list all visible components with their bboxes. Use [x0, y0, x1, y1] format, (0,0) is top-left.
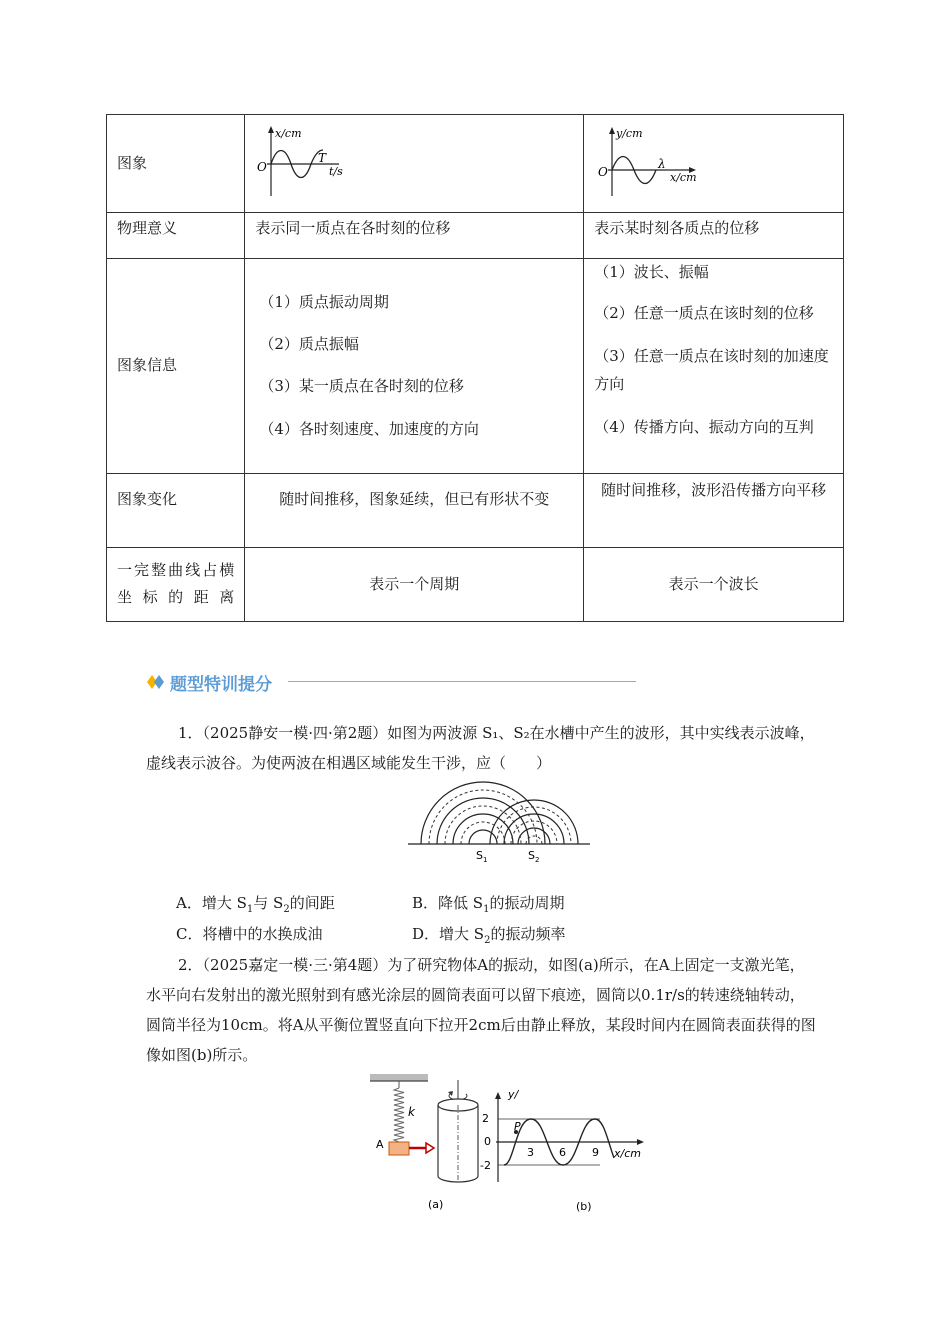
- diamond-icon: [146, 674, 166, 690]
- s2-label: $S_2$: [528, 849, 540, 864]
- wave-meaning: 表示某时刻各质点的位移: [584, 213, 844, 259]
- wave-sources-figure: [406, 780, 592, 866]
- laser-cylinder-figure: [368, 1072, 658, 1218]
- option-b[interactable]: B．降低 $S_1$的振动周期: [412, 894, 565, 915]
- vib-info-item: （2）质点振幅: [259, 335, 359, 354]
- vib-info: [245, 259, 584, 473]
- wave-distance: 表示一个波长: [584, 547, 844, 621]
- vib-ylabel: x/cm: [275, 126, 302, 140]
- wave-graph: [592, 124, 742, 204]
- wave-xlabel: x/cm: [670, 170, 697, 184]
- graph-b-ylabel: y/: [508, 1088, 519, 1101]
- row-label-change: 图象变化: [107, 473, 245, 547]
- vib-info-item: （4）各时刻速度、加速度的方向: [259, 419, 479, 438]
- caption-b: (b): [576, 1200, 592, 1213]
- wave-change: 随时间推移，波形沿传播方向平移: [584, 473, 844, 547]
- wave-ylabel: y/cm: [616, 126, 643, 140]
- row-label-meaning: 物理意义: [107, 213, 245, 259]
- y-tick: -2: [480, 1159, 491, 1172]
- wave-info-item: （3）任意一质点在该时刻的加速度方向: [594, 346, 829, 394]
- s1-label: $S_1$: [476, 849, 488, 864]
- x-tick: 9: [592, 1146, 599, 1159]
- option-a[interactable]: A．增大 $S_1$与 $S_2$的间距: [176, 894, 335, 915]
- vib-distance: 表示一个周期: [245, 547, 584, 621]
- vib-origin: O: [257, 159, 268, 174]
- wave-info-item: （1）波长、振幅: [594, 263, 709, 282]
- point-p-label: P: [514, 1120, 521, 1133]
- section-divider: [288, 681, 636, 682]
- vibration-graph-cell: [245, 115, 584, 213]
- wave-info-item: （2）任意一质点在该时刻的位移: [594, 303, 814, 322]
- y-tick: 0: [484, 1135, 491, 1148]
- block-a-label: A: [376, 1138, 384, 1151]
- wave-info-item: （4）传播方向、振动方向的互判: [594, 417, 814, 436]
- row-label-info: 图象信息: [107, 259, 245, 473]
- question-1-text: 1．（2025静安一模·四·第2题）如图为两波源 S₁、S₂在水槽中产生的波形，其中实线表示波峰，虚线表示波谷。为使两波在相遇区域能发生干涉，应（ ）: [146, 724, 815, 772]
- row-label-graph: 图象: [107, 115, 245, 213]
- y-tick: 2: [482, 1112, 489, 1125]
- x-tick: 3: [527, 1146, 534, 1159]
- option-c[interactable]: C．将槽中的水换成油: [176, 925, 323, 943]
- vib-info-item: （3）某一质点在各时刻的位移: [259, 377, 464, 396]
- x-tick: 6: [559, 1146, 566, 1159]
- wave-graph-cell: [584, 115, 844, 213]
- vibration-graph: [253, 124, 403, 204]
- wave-origin: O: [598, 164, 609, 179]
- vib-period: T: [318, 150, 327, 165]
- vib-meaning: 表示同一质点在各时刻的位移: [245, 213, 584, 259]
- wave-lambda: λ: [658, 156, 666, 171]
- row-label-distance: 一完整曲线占横坐标的距离: [107, 547, 245, 621]
- wave-info: [584, 259, 844, 473]
- spring-k-label: k: [408, 1105, 415, 1119]
- question-2-text: 2．（2025嘉定一模·三·第4题）为了研究物体A的振动，如图(a)所示，在A上固定一支激光笔，水平向右发射出的激光照射到有感光涂层的圆筒表面可以留下痕迹，圆筒以0.1r/s的转速绕轴转动，圆筒半径为10cm。将A从平衡位置竖直向下拉开2cm后由静止释放，某段时间内在圆筒表面获得的图像如图(b)所示。: [146, 956, 816, 1064]
- vib-xlabel: t/s: [329, 164, 344, 178]
- section-title: 题型特训提分: [170, 675, 272, 695]
- section-header: [146, 668, 636, 696]
- vib-change: 随时间推移，图象延续，但已有形状不变: [245, 473, 584, 547]
- comparison-table: [106, 114, 844, 622]
- caption-a: (a): [428, 1198, 444, 1211]
- option-d[interactable]: D．增大 $S_2$的振动频率: [412, 925, 566, 946]
- graph-b-xlabel: x/cm: [614, 1147, 641, 1160]
- vib-info-item: （1）质点振动周期: [259, 292, 389, 311]
